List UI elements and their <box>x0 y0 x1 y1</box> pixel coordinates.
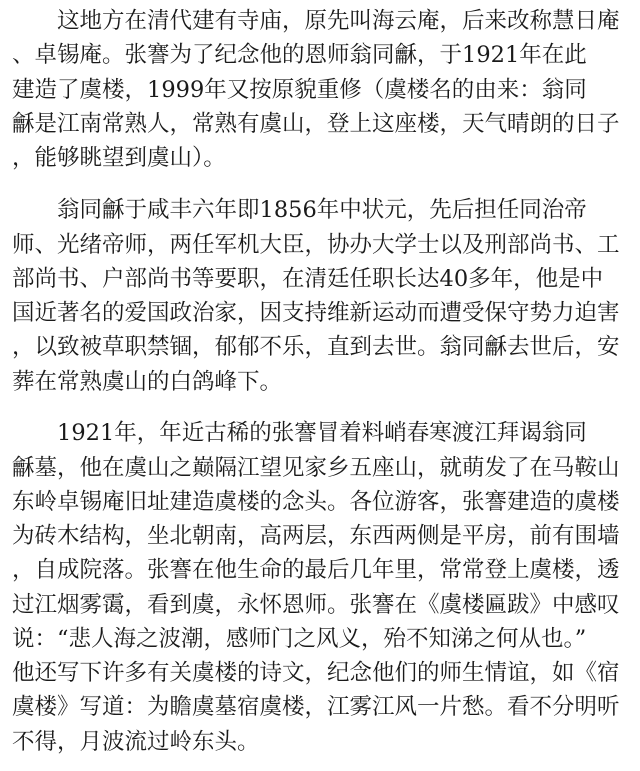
text-line: 说：“悲人海之波潮，感师门之风义，殆不知涕之何从也。” <box>12 626 587 652</box>
text-line: 这地方在清代建有寺庙，原先叫海云庵，后来改称慧日庵 <box>12 8 620 34</box>
text-line: ，自成院落。张謇在他生命的最后几年里，常常登上虞楼，透 <box>12 557 620 583</box>
text-line: 为砖木结构，坐北朝南，高两层，东西两侧是平房，前有围墙 <box>12 523 620 549</box>
text-line: 翁同龢于咸丰六年即1856年中状元，先后担任同治帝 <box>12 197 587 223</box>
text-line: ，以致被草职禁锢，郁郁不乐，直到去世。翁同龢去世后，安 <box>12 334 620 360</box>
text-line: 龢墓，他在虞山之巅隔江望见家乡五座山，就萌发了在马鞍山 <box>12 455 620 481</box>
text-line: 部尚书、户部尚书等要职，在清廷任职长达40多年，他是中 <box>12 266 604 292</box>
text-line: 国近著名的爱国政治家，因支持维新运动而遭受保守势力迫害 <box>12 300 620 326</box>
text-line: 建造了虞楼，1999年又按原貌重修（虞楼名的由来：翁同 <box>12 77 587 103</box>
text-line: 他还写下许多有关虞楼的诗文，纪念他们的师生情谊，如《宿 <box>12 660 620 686</box>
text-line: 过江烟雾霭，看到虞，永怀恩师。张謇在《虞楼匾跋》中感叹 <box>12 592 620 618</box>
text-line: 师、光绪帝师，两任军机大臣，协办大学士以及刑部尚书、工 <box>12 232 620 258</box>
text-line: 、卓锡庵。张謇为了纪念他的恩师翁同龢，于1921年在此 <box>12 42 587 68</box>
text-line: 东岭卓锡庵旧址建造虞楼的念头。各位游客，张謇建造的虞楼 <box>12 489 620 515</box>
text-line: ，能够眺望到虞山）。 <box>12 145 226 171</box>
text-line: 龢是江南常熟人，常熟有虞山，登上这座楼，天气晴朗的日子 <box>12 111 620 137</box>
text-line: 虞楼》写道：为瞻虞墓宿虞楼，江雾江风一片愁。看不分明听 <box>12 694 620 720</box>
text-line: 葬在常熟虞山的白鸽峰下。 <box>12 369 283 395</box>
text-line: 不得，月波流过岭东头。 <box>12 729 260 755</box>
text-line: 1921年，年近古稀的张謇冒着料峭春寒渡江拜谒翁同 <box>12 420 587 446</box>
